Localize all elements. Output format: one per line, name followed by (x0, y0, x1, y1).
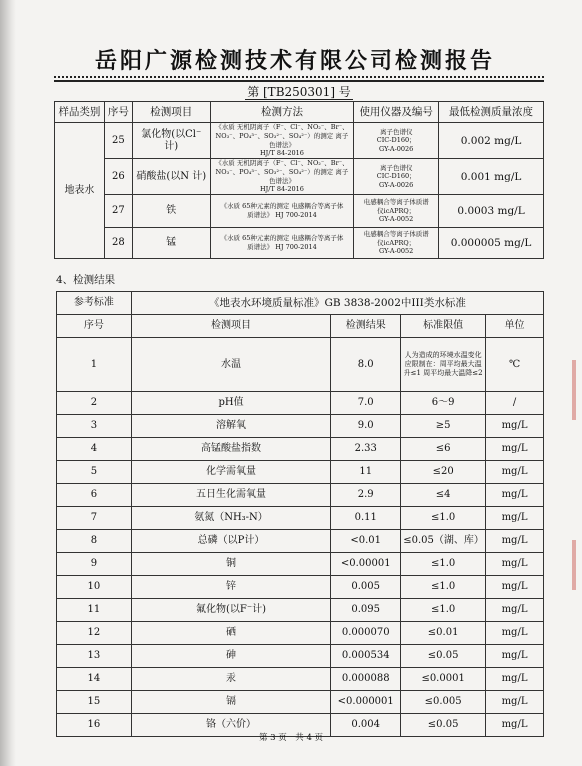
methods-row (55, 159, 544, 195)
header-item: 检测项目 (132, 102, 210, 123)
row-item: 硝酸盐(以N 计) (132, 159, 210, 195)
section-title: 4、检测结果 (56, 274, 116, 286)
result-item: 硒 (131, 622, 330, 645)
header-result: 检测结果 (331, 315, 401, 338)
red-stamp-edge (572, 360, 576, 420)
result-row (57, 415, 544, 438)
reference-label: 参考标准 (57, 292, 132, 315)
result-item: pH值 (131, 392, 330, 415)
results-header-row (57, 315, 544, 338)
header-unit: 单位 (486, 315, 544, 338)
result-unit: mg/L (486, 484, 544, 507)
row-method: 《水质 无机阴离子（F⁻、Cl⁻、NO₂⁻、Br⁻、 NO₃⁻、PO₄³⁻、SO₃²⁻、SO₄²⁻）的测定 离子色谱法》 HJ/T 84-2016 (210, 159, 354, 195)
result-unit: mg/L (486, 415, 544, 438)
title-rule (54, 80, 544, 82)
scan-binding-shadow (0, 0, 16, 766)
report-number (54, 83, 544, 100)
row-limit: 0.002 mg/L (439, 123, 544, 159)
header-no: 序号 (57, 315, 132, 338)
row-no: 28 (104, 228, 132, 259)
result-value: 0.095 (331, 599, 401, 622)
result-item: 砷 (131, 645, 330, 668)
result-no: 2 (57, 392, 132, 415)
row-item: 锰 (132, 228, 210, 259)
result-unit: mg/L (486, 622, 544, 645)
row-no: 25 (104, 123, 132, 159)
result-unit: mg/L (486, 530, 544, 553)
row-no: 26 (104, 159, 132, 195)
row-instrument: 离子色谱仪 CIC-D160； GY-A-0026 (354, 159, 439, 195)
result-unit: mg/L (486, 599, 544, 622)
header-category: 样品类别 (55, 102, 105, 123)
methods-header-row (55, 102, 544, 123)
row-limit: 0.001 mg/L (439, 159, 544, 195)
methods-row (55, 195, 544, 228)
methods-table (54, 101, 544, 259)
row-no: 27 (104, 195, 132, 228)
result-no: 3 (57, 415, 132, 438)
result-no: 1 (57, 338, 132, 392)
methods-row (55, 123, 544, 159)
result-row (57, 392, 544, 415)
result-no: 7 (57, 507, 132, 530)
row-limit: 0.0003 mg/L (439, 195, 544, 228)
result-unit: ℃ (486, 338, 544, 392)
result-limit: ≤1.0 (401, 599, 486, 622)
result-item: 高锰酸盐指数 (131, 438, 330, 461)
result-row (57, 507, 544, 530)
result-value: 0.004 (331, 714, 401, 737)
header-instrument: 使用仪器及编号 (354, 102, 439, 123)
result-limit: ≤1.0 (401, 553, 486, 576)
result-row (57, 668, 544, 691)
report-title: 岳阳广源检测技术有限公司检测报告 (94, 49, 495, 74)
result-limit: ≤6 (401, 438, 486, 461)
header-min-concentration: 最低检测质量浓度 (439, 102, 544, 123)
result-limit: ≤0.05 (401, 714, 486, 737)
row-method: 《水质 65种元素的测定 电感耦合等离子体 质谱法》 HJ 700-2014 (210, 195, 354, 228)
results-table (56, 291, 544, 737)
row-instrument: 电感耦合等离子体质谱 仪icAPRQ； GY-A-0052 (354, 228, 439, 259)
report-number-text: 第 [TB250301] 号 (247, 85, 351, 99)
reference-standard: 《地表水环境质量标准》GB 3838-2002中III类水标准 (131, 292, 543, 315)
result-unit: mg/L (486, 645, 544, 668)
result-unit: mg/L (486, 576, 544, 599)
result-limit: 6～9 (401, 392, 486, 415)
result-limit: 人为造成的环境水温变化应限制在：周平均最大温升≤1 周平均最大温降≤2 (401, 338, 486, 392)
result-unit: mg/L (486, 438, 544, 461)
result-no: 14 (57, 668, 132, 691)
reference-row (57, 292, 544, 315)
result-unit: mg/L (486, 553, 544, 576)
result-no: 8 (57, 530, 132, 553)
result-item: 化学需氧量 (131, 461, 330, 484)
result-item: 锌 (131, 576, 330, 599)
row-method: 《水质 无机阴离子（F⁻、Cl⁻、NO₂⁻、Br⁻、 NO₃⁻、PO₄³⁻、SO₃²⁻、SO₄²⁻）的测定 离子色谱法》 HJ/T 84-2016 (210, 123, 354, 159)
result-row (57, 438, 544, 461)
result-limit: ≤0.01 (401, 622, 486, 645)
result-row (57, 599, 544, 622)
result-item: 五日生化需氧量 (131, 484, 330, 507)
result-row (57, 484, 544, 507)
result-row (57, 553, 544, 576)
page-footer: 第 3 页 共 4 页 (258, 733, 324, 743)
result-value: 0.005 (331, 576, 401, 599)
result-value: 11 (331, 461, 401, 484)
header-limit: 标准限值 (401, 315, 486, 338)
result-unit: mg/L (486, 668, 544, 691)
row-limit: 0.000005 mg/L (439, 228, 544, 259)
result-item: 铬（六价） (131, 714, 330, 737)
result-no: 5 (57, 461, 132, 484)
result-no: 16 (57, 714, 132, 737)
result-item: 氟化物(以F⁻计) (131, 599, 330, 622)
result-item: 汞 (131, 668, 330, 691)
row-item: 铁 (132, 195, 210, 228)
row-item: 氯化物(以Cl⁻计) (132, 123, 210, 159)
row-method: 《水质 65种元素的测定 电感耦合等离子体 质谱法》 HJ 700-2014 (210, 228, 354, 259)
result-limit: ≤0.005 (401, 691, 486, 714)
result-value: <0.01 (331, 530, 401, 553)
result-row (57, 338, 544, 392)
title-dotted-rule (54, 76, 544, 78)
result-value: 0.11 (331, 507, 401, 530)
result-no: 10 (57, 576, 132, 599)
result-row (57, 645, 544, 668)
result-limit: ≤4 (401, 484, 486, 507)
result-unit: mg/L (486, 714, 544, 737)
result-limit: ≥5 (401, 415, 486, 438)
result-limit: ≤0.05 (401, 645, 486, 668)
result-item: 总磷（以P计） (131, 530, 330, 553)
result-no: 11 (57, 599, 132, 622)
result-unit: mg/L (486, 461, 544, 484)
header-method: 检测方法 (210, 102, 354, 123)
result-limit: ≤1.0 (401, 576, 486, 599)
result-value: 9.0 (331, 415, 401, 438)
result-no: 15 (57, 691, 132, 714)
row-instrument: 离子色谱仪 CIC-D160； GY-A-0026 (354, 123, 439, 159)
row-instrument: 电感耦合等离子体质谱 仪icAPRQ； GY-A-0052 (354, 195, 439, 228)
result-no: 4 (57, 438, 132, 461)
result-value: <0.000001 (331, 691, 401, 714)
header-no: 序号 (104, 102, 132, 123)
result-item: 氨氮（NH₃-N） (131, 507, 330, 530)
result-item: 水温 (131, 338, 330, 392)
result-value: 2.33 (331, 438, 401, 461)
result-limit: ≤0.0001 (401, 668, 486, 691)
red-stamp-edge (572, 540, 576, 590)
result-value: 8.0 (331, 338, 401, 392)
result-item: 镉 (131, 691, 330, 714)
result-row (57, 576, 544, 599)
result-row (57, 622, 544, 645)
result-no: 9 (57, 553, 132, 576)
result-unit: mg/L (486, 507, 544, 530)
result-item: 溶解氧 (131, 415, 330, 438)
result-value: 2.9 (331, 484, 401, 507)
result-value: 0.000534 (331, 645, 401, 668)
result-no: 12 (57, 622, 132, 645)
result-row (57, 530, 544, 553)
result-no: 6 (57, 484, 132, 507)
result-limit: ≤1.0 (401, 507, 486, 530)
result-unit: / (486, 392, 544, 415)
result-limit: ≤0.05（湖、库） (401, 530, 486, 553)
result-unit: mg/L (486, 691, 544, 714)
result-value: <0.00001 (331, 553, 401, 576)
result-value: 7.0 (331, 392, 401, 415)
result-row (57, 461, 544, 484)
sample-category: 地表水 (55, 123, 105, 259)
header-item: 检测项目 (131, 315, 330, 338)
result-limit: ≤20 (401, 461, 486, 484)
methods-row (55, 228, 544, 259)
result-value: 0.000088 (331, 668, 401, 691)
result-no: 13 (57, 645, 132, 668)
result-row (57, 691, 544, 714)
result-value: 0.000070 (331, 622, 401, 645)
result-item: 铜 (131, 553, 330, 576)
